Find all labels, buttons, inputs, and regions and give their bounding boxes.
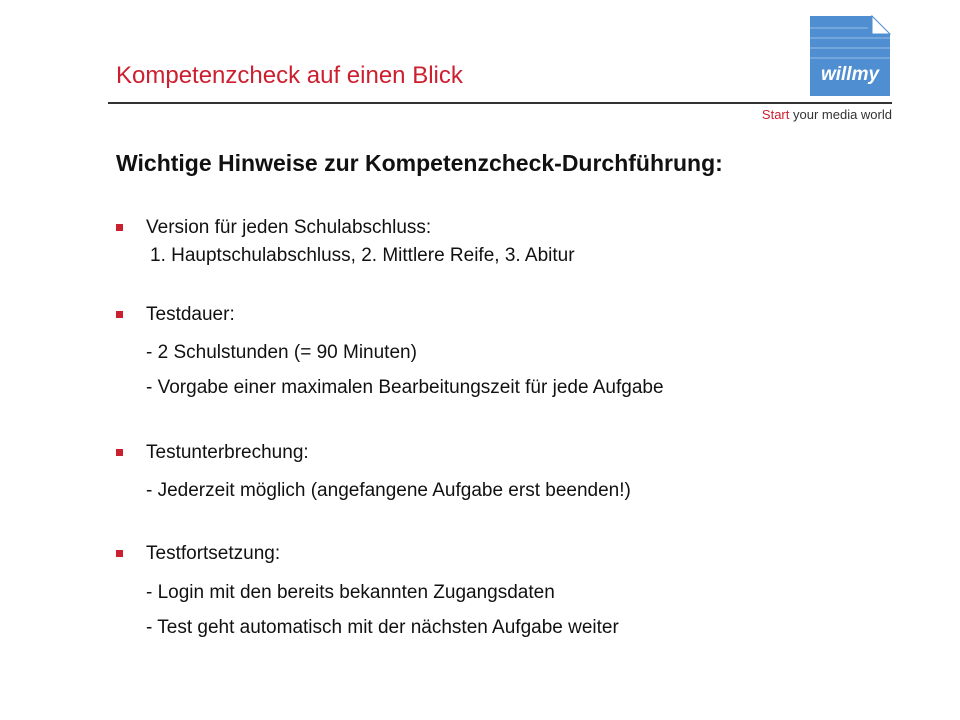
list-item-line: - Jederzeit möglich (angefangene Aufgabe erst beenden!) [146,480,631,501]
tagline-accent: Start [761,107,790,122]
list-item-title: Testunterbrechung: [146,442,309,463]
tagline [762,107,892,122]
list-item-line: - Test geht automatisch mit der nächsten Aufgabe weiter [146,617,619,638]
tagline-rest: your media world [789,107,892,122]
bullet-marker [116,550,123,557]
bullet-marker [116,449,123,456]
section-heading: Wichtige Hinweise zur Kompetenzcheck-Durchführung: [116,150,723,176]
list-item-title: Testfortsetzung: [146,543,281,564]
header-divider [108,102,892,104]
logo-wordmark: willmy [820,64,880,85]
list-item-line: - Vorgabe einer maximalen Bearbeitungszeit für jede Aufgabe [146,377,664,398]
list-item-title: Version für jeden Schulabschluss: [146,217,432,238]
list-item-line: - Login mit den bereits bekannten Zugangsdaten [146,582,555,603]
slide-title: Kompetenzcheck auf einen Blick [116,62,463,89]
list-item-line: - 2 Schulstunden (= 90 Minuten) [146,342,417,363]
list-item-title: Testdauer: [146,304,235,325]
list-item-line: 1. Hauptschulabschluss, 2. Mittlere Reife, 3. Abitur [150,245,575,266]
bullet-marker [116,311,123,318]
bullet-marker [116,224,123,231]
willmy-logo [808,14,892,98]
